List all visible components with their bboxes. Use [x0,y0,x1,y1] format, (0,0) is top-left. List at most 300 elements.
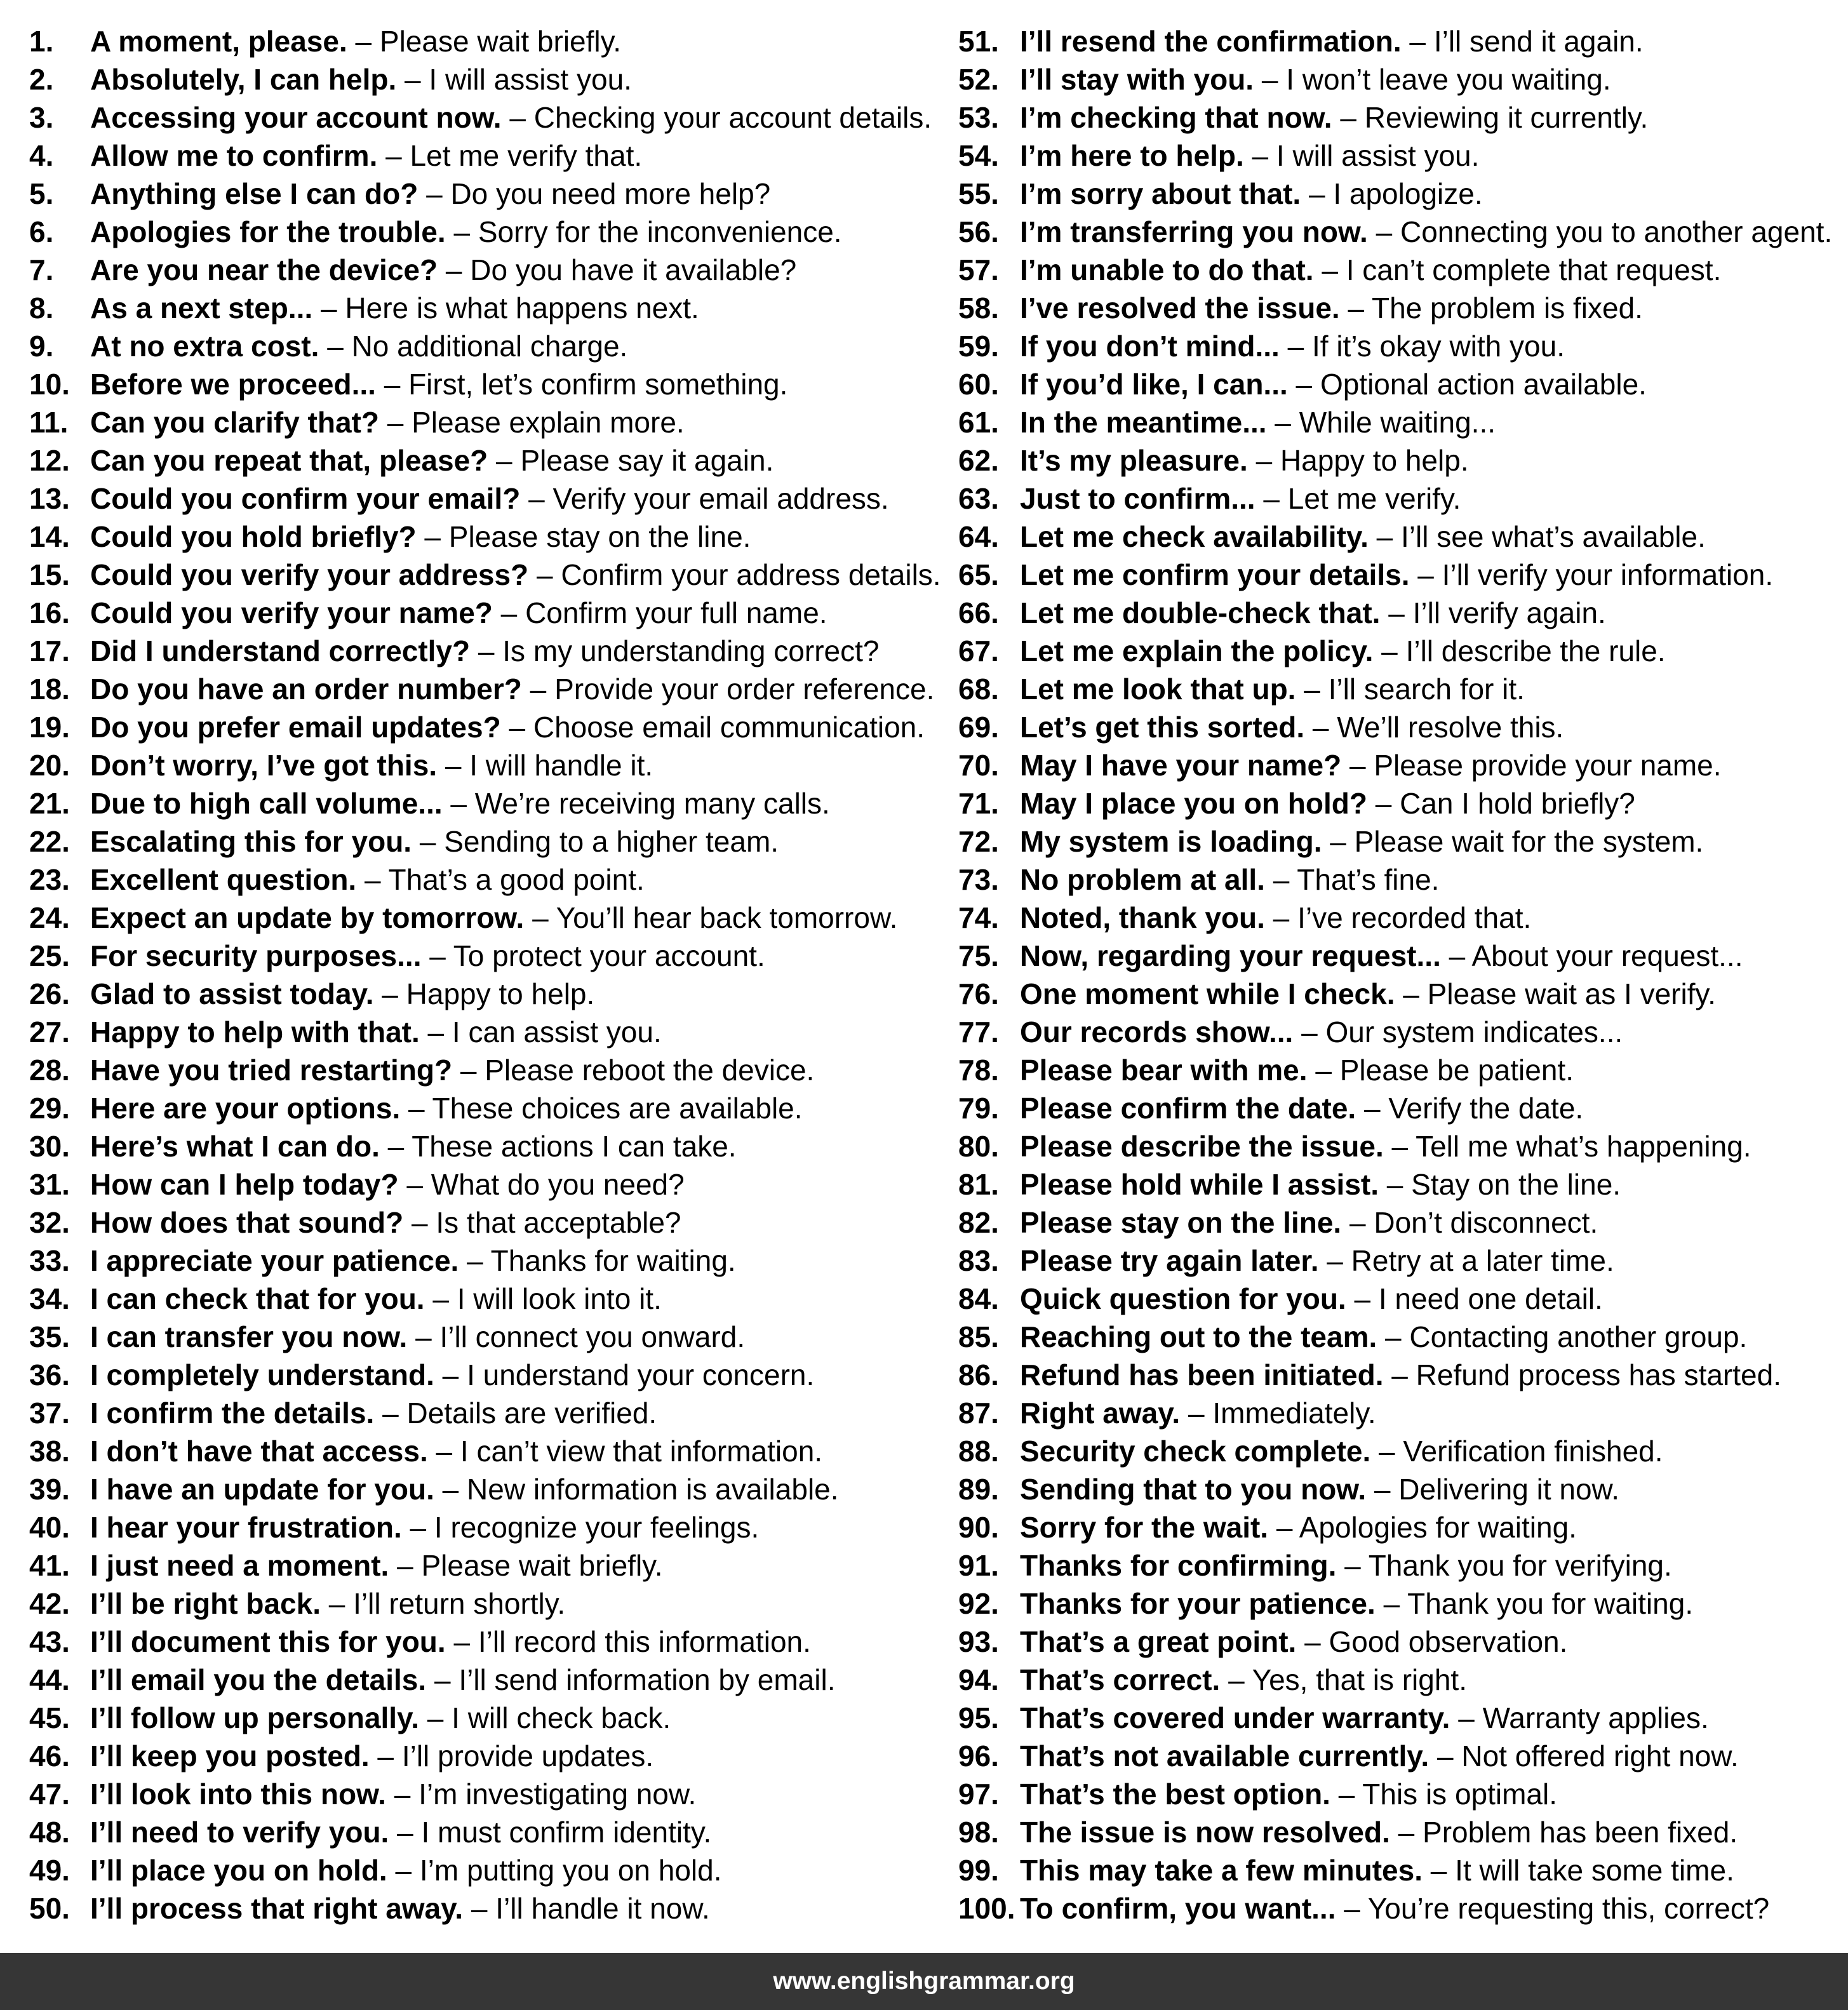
item-text [90,822,779,861]
list-item [958,708,1844,746]
item-number: 9. [29,330,54,363]
item-separator: – [470,634,503,667]
item-meaning: Thank you for waiting. [1407,1587,1694,1620]
list-item [29,22,918,60]
item-number: 36. [29,1358,70,1391]
item-text [90,670,934,708]
item-text [90,479,889,518]
item-phrase: No problem at all. [1020,863,1265,896]
item-meaning: Please wait briefly. [379,25,621,58]
item-separator: – [387,1854,420,1887]
item-text [90,1165,685,1203]
list-item [29,937,918,975]
item-meaning: Happy to help. [1280,444,1469,477]
item-phrase: Security check complete. [1020,1435,1371,1468]
list-item [958,861,1844,899]
item-separator: – [1366,1473,1399,1506]
item-separator: – [424,1282,457,1315]
item-number: 65. [958,558,999,591]
item-phrase: This may take a few minutes. [1020,1854,1423,1887]
footer-bar [0,1953,1848,2010]
item-text [90,365,787,403]
item-number: 30. [29,1130,70,1163]
item-phrase: The issue is now resolved. [1020,1816,1390,1849]
item-number: 57. [958,253,999,286]
item-meaning: I will check back. [452,1701,671,1734]
item-number: 7. [29,253,54,286]
list-item [29,1546,918,1585]
item-text [90,1203,681,1242]
item-text [1020,1813,1738,1851]
item-separator: – [412,825,445,858]
list-item [958,937,1844,975]
item-number: 77. [958,1015,999,1049]
item-number: 52. [958,63,999,96]
item-meaning: Sending to a higher team. [444,825,779,858]
item-text [90,1356,814,1394]
item-number: 44. [29,1663,70,1696]
item-number: 82. [958,1206,999,1239]
item-text [1020,213,1832,251]
item-text [1020,1356,1781,1394]
item-phrase: Here’s what I can do. [90,1130,380,1163]
list-item [29,1280,918,1318]
item-phrase: Glad to assist today. [90,977,374,1010]
item-text [90,899,897,937]
list-item [958,479,1844,518]
item-meaning: While waiting... [1299,406,1496,439]
item-meaning: Do you need more help? [450,177,771,210]
item-separator: – [1389,1816,1423,1849]
list-item [29,746,918,784]
list-item [29,594,918,632]
item-text [90,327,627,365]
item-number: 23. [29,863,70,896]
item-text [90,1546,663,1585]
item-separator: – [375,368,409,401]
item-text [90,1318,745,1356]
item-number: 90. [958,1511,999,1544]
item-phrase: Just to confirm... [1020,482,1255,515]
item-number: 34. [29,1282,70,1315]
item-number: 38. [29,1435,70,1468]
list-item [958,251,1844,289]
item-number: 85. [958,1320,999,1353]
item-number: 78. [958,1054,999,1087]
item-number: 56. [958,215,999,248]
item-text [1020,1737,1739,1775]
item-phrase: Due to high call volume... [90,787,443,820]
item-phrase: I’m unable to do that. [1020,253,1314,286]
item-text [1020,1165,1621,1203]
list-item [29,1813,918,1851]
list-item [29,213,918,251]
item-meaning: No additional charge. [351,330,628,363]
item-number: 63. [958,482,999,515]
item-meaning: I’ll verify again. [1412,596,1606,629]
item-phrase: I appreciate your patience. [90,1244,459,1277]
list-item [29,1661,918,1699]
item-number: 80. [958,1130,999,1163]
list-item [29,251,918,289]
item-phrase: Can you repeat that, please? [90,444,488,477]
list-item [958,1546,1844,1585]
item-number: 2. [29,63,54,96]
item-meaning: Thank you for verifying. [1368,1549,1672,1582]
item-separator: – [356,863,389,896]
item-separator: – [1336,1892,1368,1925]
item-number: 97. [958,1778,999,1811]
item-meaning: You’re requesting this, correct? [1367,1892,1770,1925]
item-number: 60. [958,368,999,401]
item-phrase: Let’s get this sorted. [1020,711,1305,744]
item-text [1020,1699,1709,1737]
item-meaning: I can assist you. [452,1015,662,1049]
item-separator: – [501,101,534,134]
item-text [90,1851,722,1889]
item-text [1020,289,1643,327]
list-item [29,1051,918,1089]
list-item [29,518,918,556]
item-meaning: Verify the date. [1388,1092,1584,1125]
item-text [1020,975,1716,1013]
item-number: 69. [958,711,999,744]
item-number: 28. [29,1054,70,1087]
item-meaning: Please stay on the line. [448,520,751,553]
item-meaning: Connecting you to another agent. [1400,215,1833,248]
item-text [90,1508,759,1546]
item-number: 17. [29,634,70,667]
item-meaning: Yes, that is right. [1252,1663,1467,1696]
list-item [29,784,918,822]
item-phrase: If you’d like, I can... [1020,368,1288,401]
item-meaning: Warranty applies. [1482,1701,1709,1734]
item-text [90,975,594,1013]
item-text [90,403,685,441]
item-separator: – [416,520,449,553]
item-number: 76. [958,977,999,1010]
item-number: 8. [29,291,54,325]
list-item [958,975,1844,1013]
item-separator: – [1409,558,1442,591]
item-text [90,441,773,479]
item-meaning: Checking your account details. [533,101,932,134]
item-meaning: I can’t complete that request. [1346,253,1722,286]
item-phrase: Let me explain the policy. [1020,634,1374,667]
item-meaning: Stay on the line. [1411,1168,1621,1201]
item-number: 3. [29,101,54,134]
item-separator: – [1370,1435,1403,1468]
item-number: 5. [29,177,54,210]
item-separator: – [374,1397,407,1430]
item-phrase: Allow me to confirm. [90,139,378,172]
item-text [90,175,770,213]
list-item [958,670,1844,708]
item-meaning: I’ll send it again. [1433,25,1644,58]
item-number: 55. [958,177,999,210]
item-separator: – [1322,825,1355,858]
item-separator: – [407,1320,440,1353]
item-phrase: Excellent question. [90,863,357,896]
item-text [1020,556,1773,594]
footer-website-link[interactable]: www.englishgrammar.org [773,1967,1075,1995]
item-meaning: I’ll provide updates. [401,1739,654,1772]
item-meaning: Verification finished. [1403,1435,1663,1468]
item-separator: – [492,596,526,629]
item-separator: – [398,1168,431,1201]
item-separator: – [434,1358,467,1391]
item-separator: – [1379,1168,1412,1201]
item-number: 88. [958,1435,999,1468]
list-item [29,822,918,861]
item-number: 40. [29,1511,70,1544]
item-meaning: Please wait briefly. [421,1549,663,1582]
item-separator: – [1423,1854,1456,1887]
item-separator: – [528,558,561,591]
item-text [1020,403,1496,441]
list-item [29,1508,918,1546]
item-text [90,1280,662,1318]
item-phrase: I’ll look into this now. [90,1778,386,1811]
list-item [958,1661,1844,1699]
item-separator: – [1356,1092,1389,1125]
item-meaning: Tell me what’s happening. [1416,1130,1751,1163]
item-separator: – [1341,1206,1374,1239]
item-number: 96. [958,1739,999,1772]
list-item [29,479,918,518]
item-number: 1. [29,25,54,58]
item-number: 61. [958,406,999,439]
item-phrase: Escalating this for you. [90,825,412,858]
list-item [958,1242,1844,1280]
item-meaning: I must confirm identity. [421,1816,712,1849]
item-separator: – [1375,1587,1408,1620]
list-item [958,594,1844,632]
item-text [1020,137,1479,175]
item-text [90,98,932,137]
item-separator: – [427,1435,460,1468]
item-text [1020,1089,1583,1127]
item-separator: – [1247,444,1280,477]
item-number: 51. [958,25,999,58]
item-phrase: Thanks for confirming. [1020,1549,1337,1582]
item-phrase: Let me double-check that. [1020,596,1381,629]
list-item [958,1203,1844,1242]
item-phrase: Let me check availability. [1020,520,1369,553]
item-meaning: Is that acceptable? [436,1206,681,1239]
item-number: 14. [29,520,70,553]
item-separator: – [1293,1015,1326,1049]
item-phrase: Could you verify your address? [90,558,529,591]
item-meaning: Optional action available. [1320,368,1647,401]
item-meaning: You’ll hear back tomorrow. [556,901,898,934]
item-separator: – [463,1892,496,1925]
item-phrase: Our records show... [1020,1015,1294,1049]
item-text [90,937,765,975]
item-meaning: Verify your email address. [552,482,889,515]
list-item [29,1394,918,1432]
item-meaning: I’ll return shortly. [353,1587,566,1620]
item-number: 59. [958,330,999,363]
item-phrase: Let me look that up. [1020,673,1296,706]
phrase-list-right-column [958,22,1844,1927]
item-text [1020,175,1483,213]
item-meaning: I’m putting you on hold. [419,1854,722,1887]
item-separator: – [524,901,556,934]
item-meaning: Good observation. [1329,1625,1568,1658]
item-text [90,1127,737,1165]
item-meaning: Please explain more. [412,406,685,439]
item-separator: – [445,1625,478,1658]
list-item [29,365,918,403]
item-phrase: I’m transferring you now. [1020,215,1368,248]
item-meaning: To protect your account. [453,939,765,972]
item-separator: – [421,939,453,972]
item-meaning: Our system indicates... [1325,1015,1623,1049]
item-separator: – [1243,139,1276,172]
item-number: 89. [958,1473,999,1506]
item-number: 27. [29,1015,70,1049]
item-text [1020,60,1611,98]
item-text [1020,365,1647,403]
list-item [958,1051,1844,1089]
item-number: 74. [958,901,999,934]
item-text [1020,479,1461,518]
item-phrase: I don’t have that access. [90,1435,428,1468]
list-item [29,403,918,441]
list-item [29,1127,918,1165]
item-number: 46. [29,1739,70,1772]
item-number: 48. [29,1816,70,1849]
item-separator: – [434,1473,467,1506]
item-phrase: Anything else I can do? [90,177,418,210]
item-meaning: Don’t disconnect. [1374,1206,1598,1239]
item-phrase: Here are your options. [90,1092,401,1125]
item-number: 21. [29,787,70,820]
item-phrase: Quick question for you. [1020,1282,1346,1315]
item-text [90,1889,710,1927]
item-number: 86. [958,1358,999,1391]
item-phrase: How does that sound? [90,1206,404,1239]
item-text [1020,1013,1623,1051]
item-text [90,784,830,822]
item-number: 19. [29,711,70,744]
item-text [90,746,653,784]
item-meaning: I’ll handle it now. [495,1892,710,1925]
item-phrase: In the meantime... [1020,406,1267,439]
item-phrase: I’ll document this for you. [90,1625,446,1658]
item-phrase: Let me confirm your details. [1020,558,1410,591]
item-number: 92. [958,1587,999,1620]
item-meaning: Thanks for waiting. [490,1244,736,1277]
item-text [90,1013,662,1051]
item-phrase: Don’t worry, I’ve got this. [90,749,438,782]
list-item [958,518,1844,556]
item-number: 24. [29,901,70,934]
item-separator: – [1318,1244,1351,1277]
list-item [29,327,918,365]
item-meaning: I’ll record this information. [478,1625,811,1658]
item-phrase: Please confirm the date. [1020,1092,1356,1125]
list-item [29,1623,918,1661]
item-phrase: I just need a moment. [90,1549,389,1582]
item-text [1020,1051,1574,1089]
item-meaning: I apologize. [1333,177,1483,210]
list-item [29,1775,918,1813]
item-text [1020,822,1703,861]
list-item [29,1851,918,1889]
item-separator: – [1180,1397,1213,1430]
item-meaning: These actions I can take. [412,1130,737,1163]
item-text [90,1699,671,1737]
item-number: 20. [29,749,70,782]
item-number: 6. [29,215,54,248]
list-item [29,1737,918,1775]
list-item [29,98,932,137]
item-text [90,1813,711,1851]
item-number: 100. [958,1892,1015,1925]
item-text [90,1737,653,1775]
item-text [1020,1280,1603,1318]
item-separator: – [1332,101,1365,134]
item-number: 31. [29,1168,70,1201]
item-phrase: Could you confirm your email? [90,482,521,515]
item-meaning: I’ll verify your information. [1442,558,1774,591]
item-text [1020,1851,1734,1889]
list-item [958,1356,1844,1394]
item-separator: – [1336,1549,1369,1582]
item-number: 25. [29,939,70,972]
item-separator: – [438,253,471,286]
item-text [90,1089,803,1127]
list-item [958,22,1844,60]
item-text [90,1585,565,1623]
list-item [958,1280,1844,1318]
item-number: 64. [958,520,999,553]
item-phrase: That’s covered under warranty. [1020,1701,1450,1734]
item-meaning: We’ll resolve this. [1337,711,1564,744]
item-phrase: Happy to help with that. [90,1015,420,1049]
item-separator: – [373,977,406,1010]
item-separator: – [403,1206,436,1239]
item-text [1020,670,1525,708]
item-number: 43. [29,1625,70,1658]
list-item [958,1470,1844,1508]
item-text [1020,251,1721,289]
item-phrase: I have an update for you. [90,1473,434,1506]
item-number: 16. [29,596,70,629]
item-phrase: Can you clarify that? [90,406,379,439]
item-meaning: Apologies for waiting. [1299,1511,1577,1544]
item-text [1020,937,1743,975]
item-text [90,861,645,899]
list-item [29,556,941,594]
item-phrase: Please stay on the line. [1020,1206,1342,1239]
item-separator: – [1279,330,1312,363]
item-number: 95. [958,1701,999,1734]
item-meaning: I can’t view that information. [460,1435,823,1468]
item-separator: – [1301,177,1334,210]
list-item [958,175,1844,213]
item-separator: – [1339,291,1372,325]
item-phrase: I’ll be right back. [90,1587,321,1620]
item-meaning: That’s a good point. [388,863,645,896]
item-meaning: Contacting another group. [1409,1320,1748,1353]
item-phrase: I’m checking that now. [1020,101,1332,134]
item-number: 99. [958,1854,999,1887]
item-text [1020,1508,1577,1546]
item-phrase: Refund has been initiated. [1020,1358,1384,1391]
